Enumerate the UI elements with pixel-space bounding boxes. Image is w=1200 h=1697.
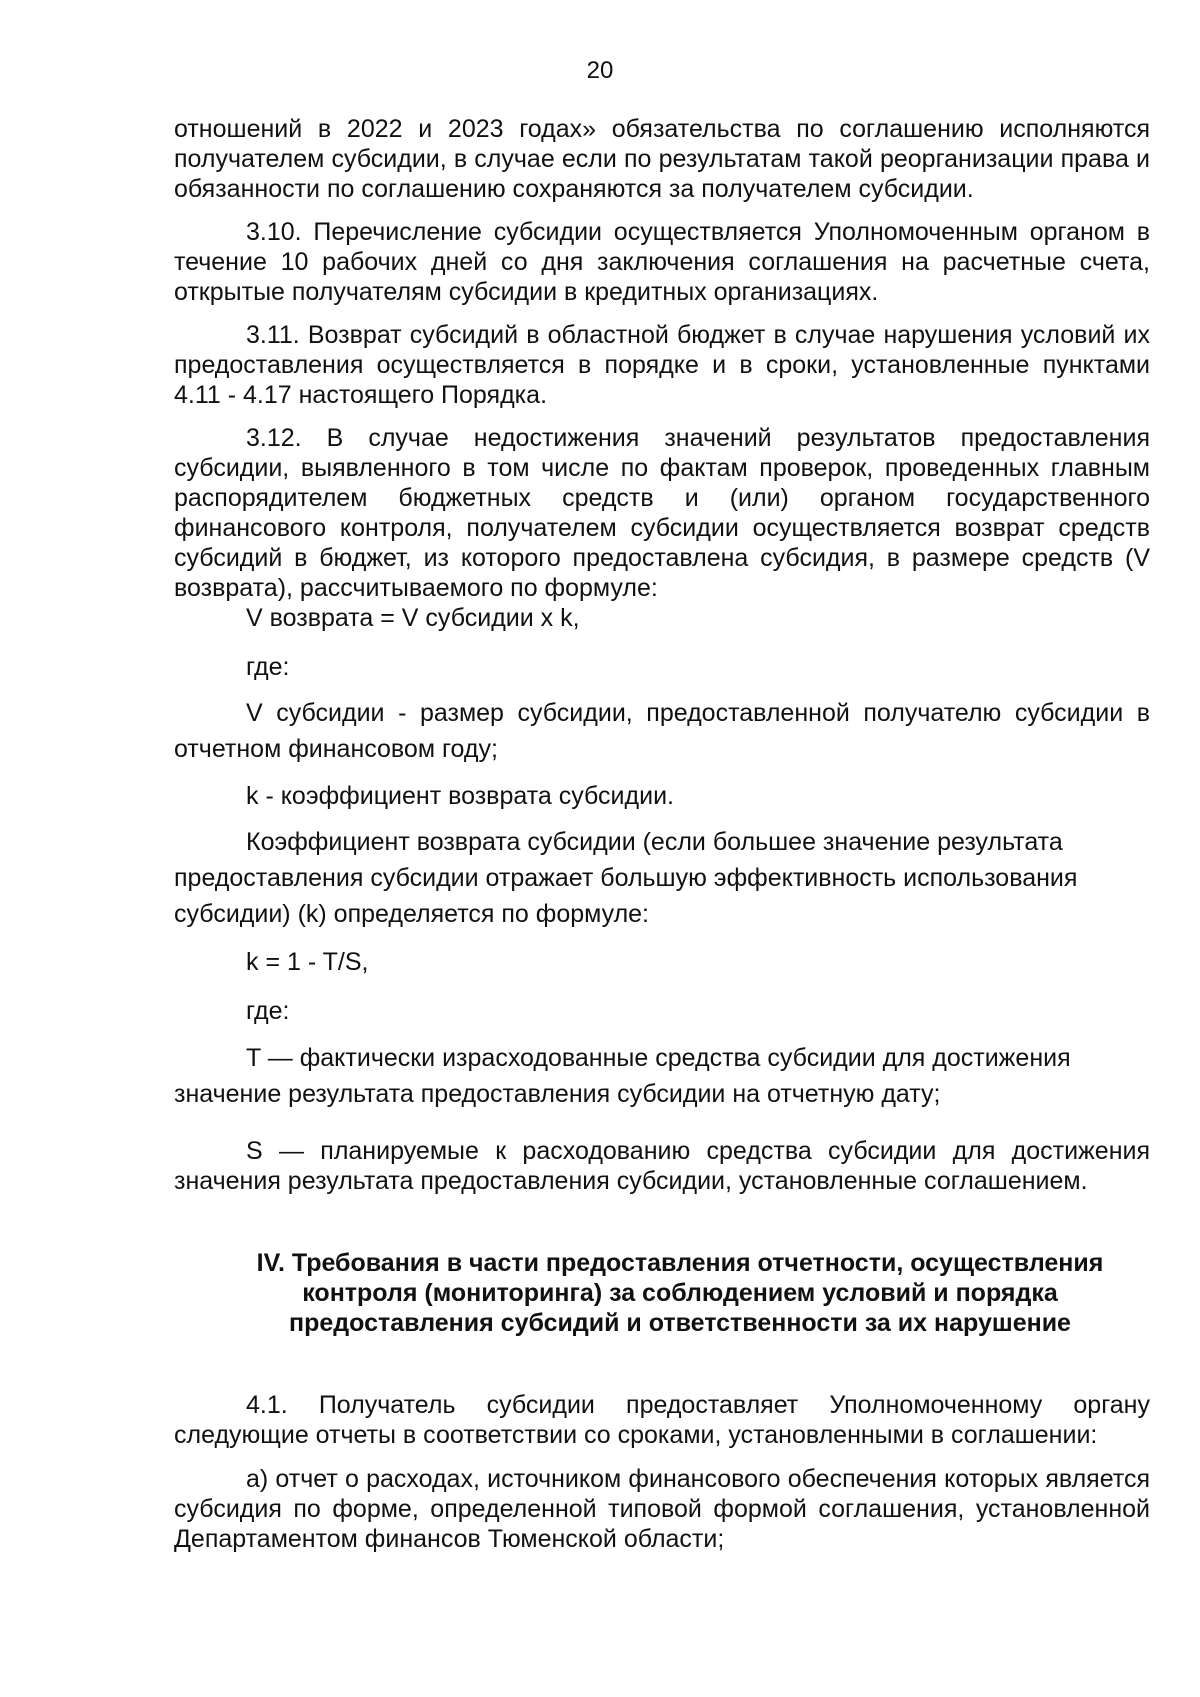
where-label-1: где: — [246, 653, 290, 681]
paragraph-3-10: 3.10. Перечисление субсидии осуществляется Уполномоченным органом в течение 10 рабочих дней со дня заключения соглашения на расчетные счета, открытые получателям субсидии в кредитных организациях. — [174, 218, 1150, 306]
definition-k: k - коэффициент возврата субсидии. — [246, 782, 674, 810]
document-body — [174, 114, 1150, 1554]
formula-v-return: V возврата = V субсидии x k, — [246, 604, 580, 632]
page-number: 20 — [586, 57, 614, 84]
paragraph-3-11: 3.11. Возврат субсидий в областной бюджет в случае нарушения условий их предоставления осуществляется в порядке и в сроки, установленные пунктами 4.11 - 4.17 настоящего Порядка. — [174, 321, 1150, 409]
paragraph-4-1: 4.1. Получатель субсидии предоставляет Уполномоченному органу следующие отчеты в соответствии со сроками, установленными в соглашении: — [174, 1391, 1150, 1449]
formula-k: k = 1 - T/S, — [246, 948, 369, 976]
paragraph-coefficient: Коэффициент возврата субсидии (если большее значение результата предоставления субсидии отражает большую эффективность использования субсидии) (k) определяется по формуле: — [174, 828, 1078, 928]
paragraph-continued: отношений в 2022 и 2023 годах» обязательства по соглашению исполняются получателем субсидии, в случае если по результатам такой реорганизации права и обязанности по соглашению сохраняются за получателем субсидии. — [174, 115, 1150, 203]
paragraph-3-12: 3.12. В случае недостижения значений результатов предоставления субсидии, выявленного в том числе по фактам проверок, проведенных главным распорядителем бюджетных средств и (или) органом государственного финансового контроля, получателем субсидии осуществляется возврат средств субсидий в бюджет, из которого предоставлена субсидия, в размере средств (V возврата), рассчитываемого по формуле: — [174, 424, 1150, 602]
where-label-2: где: — [246, 997, 290, 1025]
section-heading: IV. Требования в части предоставления отчетности, осуществления контроля (мониторинга) за соблюдением условий и порядка предоставления субсидий и ответственности за их нарушение — [256, 1249, 1104, 1337]
paragraph-4-1-a: а) отчет о расходах, источником финансового обеспечения которых является субсидия по форме, определенной типовой формой соглашения, установленной Департаментом финансов Тюменской области; — [174, 1465, 1150, 1553]
definition-s: S — планируемые к расходованию средства субсидии для достижения значения результата предоставления субсидии, установленные соглашением. — [174, 1137, 1150, 1195]
definition-t: T — фактически израсходованные средства субсидии для достижения значение результата предоставления субсидии на отчетную дату; — [174, 1044, 1071, 1108]
definition-v-subsidy: V субсидии - размер субсидии, предоставленной получателю субсидии в отчетном финансовом году; — [174, 699, 1150, 763]
